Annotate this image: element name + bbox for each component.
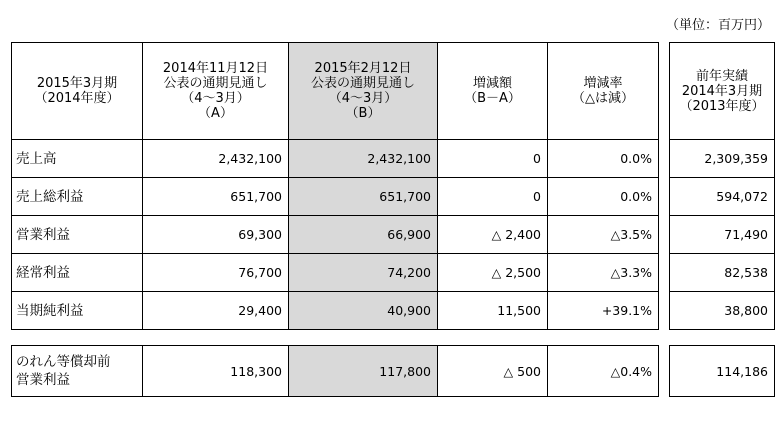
value-b: 66,900 [289, 216, 438, 254]
prior-year-table [669, 42, 775, 330]
value-diff: △ 500 [438, 346, 548, 397]
value-a: 29,400 [143, 292, 289, 330]
value-diff: △ 2,500 [438, 254, 548, 292]
value-b: 117,800 [289, 346, 438, 397]
value-diff: △ 2,400 [438, 216, 548, 254]
value-rate: 0.0% [548, 178, 659, 216]
value-a: 651,700 [143, 178, 289, 216]
table-row [670, 216, 775, 254]
goodwill-prior-table [669, 345, 775, 397]
header-period: 2015年3月期 （2014年度） [12, 43, 143, 140]
table-row [670, 254, 775, 292]
row-label: 経常利益 [12, 254, 143, 292]
value-diff: 0 [438, 178, 548, 216]
value-prev: 38,800 [670, 292, 775, 330]
header-forecast-a: 2014年11月12日 公表の通期見通し （4～3月） （A） [143, 43, 289, 140]
header-forecast-b: 2015年2月12日 公表の通期見通し （4～3月） （B） [289, 43, 438, 140]
header-row [12, 43, 659, 140]
value-a: 69,300 [143, 216, 289, 254]
value-rate: 0.0% [548, 140, 659, 178]
table-row [670, 140, 775, 178]
value-b: 2,432,100 [289, 140, 438, 178]
header-prior-year: 前年実績 2014年3月期 （2013年度） [670, 43, 775, 140]
value-b: 651,700 [289, 178, 438, 216]
value-prev: 594,072 [670, 178, 775, 216]
value-prev: 114,186 [670, 346, 775, 397]
value-diff: 11,500 [438, 292, 548, 330]
table-row [12, 346, 659, 397]
table-row [670, 292, 775, 330]
row-label: のれん等償却前 営業利益 [12, 346, 143, 397]
value-rate: △3.5% [548, 216, 659, 254]
table-row [670, 178, 775, 216]
value-prev: 71,490 [670, 216, 775, 254]
goodwill-table [11, 345, 659, 397]
unit-label: （単位：百万円） [666, 18, 771, 33]
value-rate: △0.4% [548, 346, 659, 397]
row-label: 売上高 [12, 140, 143, 178]
value-b: 40,900 [289, 292, 438, 330]
table-row [12, 140, 659, 178]
value-prev: 82,538 [670, 254, 775, 292]
value-rate: △3.3% [548, 254, 659, 292]
header-row [670, 43, 775, 140]
row-label: 売上総利益 [12, 178, 143, 216]
header-change-amount: 増減額 （B－A） [438, 43, 548, 140]
table-row [670, 346, 775, 397]
value-rate: +39.1% [548, 292, 659, 330]
table-row [12, 292, 659, 330]
value-diff: 0 [438, 140, 548, 178]
value-prev: 2,309,359 [670, 140, 775, 178]
header-change-rate: 増減率 （△は減） [548, 43, 659, 140]
table-row [12, 254, 659, 292]
value-b: 74,200 [289, 254, 438, 292]
value-a: 118,300 [143, 346, 289, 397]
forecast-table [11, 42, 659, 330]
value-a: 2,432,100 [143, 140, 289, 178]
row-label: 営業利益 [12, 216, 143, 254]
table-row [12, 216, 659, 254]
table-row [12, 178, 659, 216]
value-a: 76,700 [143, 254, 289, 292]
row-label: 当期純利益 [12, 292, 143, 330]
